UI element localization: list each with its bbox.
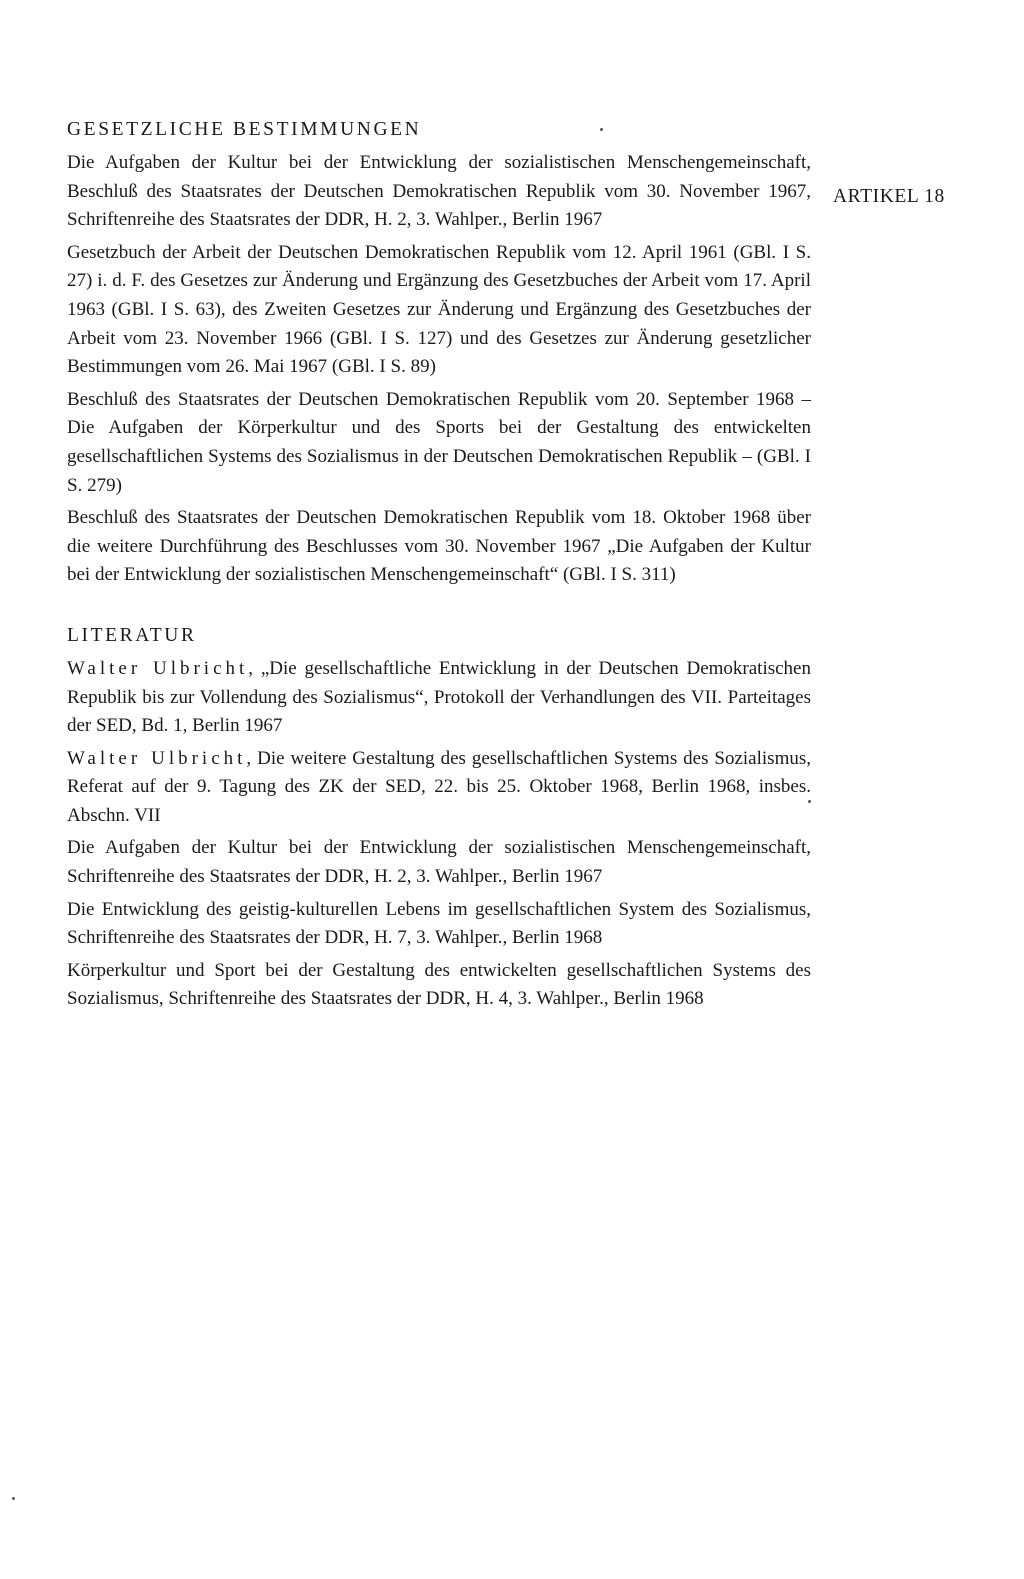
scan-speck (12, 1497, 15, 1500)
literature-heading: LITERATUR (67, 624, 197, 646)
literature-entry (67, 957, 811, 1014)
scan-speck (808, 800, 811, 803)
literature-entry (67, 896, 811, 953)
section-spacer (67, 594, 811, 624)
literature-entry (67, 834, 811, 891)
main-text-column (67, 118, 811, 1018)
legal-provisions-heading: GESETZLICHE BESTIMMUNGEN (67, 119, 422, 140)
legal-entry: Gesetzbuch der Arbeit der Deutschen Demokratischen Republik vom 12. April 1961 (GBl. I S. 27) i. d. F. des Gesetzes zur Änderung und Ergänzung des Gesetzbuches der Arbeit vom 17. April 1963 (GBl. I S. 63), des Zweiten Gesetzes zur Änderung und Ergänzung des Gesetzbuches der Arbeit vom 23. November 1966 (GBl. I S. 127) und des Gesetzes zur Änderung gesetzlicher Bestimmungen vom 26. Mai 1967 (GBl. I S. 89) (67, 241, 811, 378)
legal-entry: Beschluß des Staatsrates der Deutschen Demokratischen Republik vom 18. Oktober 1968 über die weitere Durchführung des Beschlusses vom 30. November 1967 „Die Aufgaben der Kultur bei der Entwicklung der sozialistischen Menschengemeinschaft“ (GBl. I S. 311) (67, 507, 811, 586)
literature-text: Die Entwicklung des geistig-kulturellen Lebens im gesellschaftlichen System des Sozialismus, Schriftenreihe des Staatsrates der DDR, H. 7, 3. Wahlper., Berlin 1968 (67, 898, 811, 949)
literature-author: Walter Ulbricht (67, 657, 249, 679)
legal-provisions-section (67, 118, 811, 590)
literature-author: Walter Ulbricht (67, 747, 247, 769)
article-margin-label: ARTIKEL 18 (833, 186, 945, 207)
literature-text: Körperkultur und Sport bei der Gestaltung des entwickelten gesellschaftlichen Systems des Sozialismus, Schriftenreihe des Staatsrates der DDR, H. 4, 3. Wahlper., Berlin 1968 (67, 959, 811, 1010)
literature-entry (67, 655, 811, 741)
legal-entry: Die Aufgaben der Kultur bei der Entwicklung der sozialistischen Menschengemeinschaft, Beschluß des Staatsrates der Deutschen Demokratischen Republik vom 30. November 1967, Schriftenreihe des Staatsrates der DDR, H. 2, 3. Wahlper., Berlin 1967 (67, 152, 811, 231)
legal-entry: Beschluß des Staatsrates der Deutschen Demokratischen Republik vom 20. September 1968 – Die Aufgaben der Körperkultur und des Sports bei der Gestaltung des entwickelten gesellschaftlichen Systems des Sozialismus in der Deutschen Demokratischen Republik – (GBl. I S. 279) (67, 388, 811, 496)
literature-section (67, 624, 811, 1014)
literature-text: Die Aufgaben der Kultur bei der Entwicklung der sozialistischen Menschengemeinschaft, Schriftenreihe des Staatsrates der DDR, H. 2, 3. Wahlper., Berlin 1967 (67, 837, 811, 888)
literature-text: , „Die gesellschaftliche Entwicklung in der Deutschen Demokratischen Republik bis zur Vollendung des Sozialismus“, Protokoll der Verhandlungen des VII. Parteitages der SED, Bd. 1, Berlin 1967 (67, 657, 811, 737)
literature-text: , Die weitere Gestaltung des gesellschaftlichen Systems des Sozialismus, Referat auf der 9. Tagung des ZK der SED, 22. bis 25. Oktober 1968, Berlin 1968, insbes. Abschn. VII (67, 747, 811, 826)
literature-entry (67, 745, 811, 831)
scan-speck (600, 128, 603, 131)
